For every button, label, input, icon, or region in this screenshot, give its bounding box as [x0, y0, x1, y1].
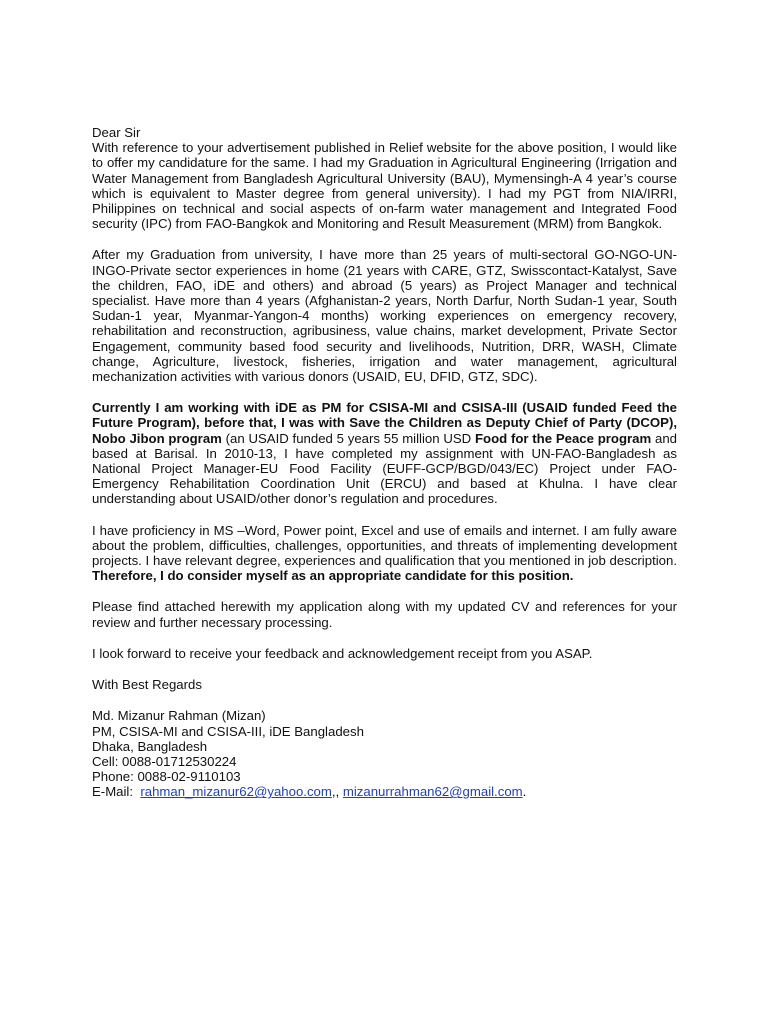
paragraph-attachments: Please find attached herewith my application along with my updated CV and references for your review and further necessary processing. [92, 599, 677, 630]
paragraph-experience: After my Graduation from university, I have more than 25 years of multi-sectoral GO-NGO-UN-INGO-Private sector experiences in home (21 years with CARE, GTZ, Swisscontact-Katalyst, Save the children, FAO, iDE and others) and abroad (5 years) as Project Manager and technical specialist. Have more than 4 years (Afghanistan-2 years, North Darfur, North Sudan-1 year, South Sudan-1 year, Myanmar-Yangon-4 months) working experiences on emergency recovery, rehabilitation and reconstruction, agribusiness, value chains, market development, Private Sector Engagement, community based food security and livelihoods, Nutrition, DRR, WASH, Climate change, Agriculture, livestock, fisheries, irrigation and water management, agricultural mechanization activities with various donors (USAID, EU, DFID, GTZ, SDC). [92, 247, 677, 385]
email-separator: ,, [331, 784, 343, 800]
salutation: Dear Sir [92, 125, 141, 140]
paragraph-current-role [92, 400, 677, 506]
email-end: . [522, 784, 527, 800]
paragraph-feedback: I look forward to receive your feedback and acknowledgement receipt from you ASAP. [92, 645, 593, 661]
signature-phone: Phone: 0088-02-9110103 [92, 769, 241, 785]
current-role-bold: Currently I am working with iDE as PM for CSISA-MI and CSISA-III (USAID funded Feed the Future Program), before that, I was with Save the Children as Deputy Chief of Party (DCOP), Nobo Jibon program [92, 400, 677, 446]
closing: With Best Regards [92, 677, 202, 693]
food-for-peace-bold: Food for the Peace program [474, 430, 652, 446]
current-role-text-2: and based at Barisal. In 2010-13, I have completed my assignment with UN-FAO-Bangladesh as National Project Manager-EU Food Facility (EUFF-GCP/BGD/043/EC) Project under FAO-Emergency Rehabilitation Coordination Unit (ERCU) and based at Khulna. I have clear understanding about USAID/other donor’s regulation and procedures. [92, 430, 678, 507]
signature-cell: Cell: 0088-01712530224 [92, 753, 237, 769]
signature-location: Dhaka, Bangladesh [92, 738, 208, 754]
email-link-gmail[interactable]: mizanurrahman62@gmail.com [342, 784, 523, 800]
signature-name: Md. Mizanur Rahman (Mizan) [92, 708, 266, 724]
signature-title: PM, CSISA-MI and CSISA-III, iDE Bangladesh [92, 723, 364, 739]
skills-text: I have proficiency in MS –Word, Power point, Excel and use of emails and internet. I am fully aware about the problem, difficulties, challenges, opportunities, and threats of implementing development projects. I have relevant degree, experiences and qualification that you mentioned in job description. [92, 522, 677, 569]
signature-block [92, 708, 677, 799]
email-link-yahoo[interactable]: rahman_mizanur62@yahoo.com [140, 784, 332, 800]
signature-email-line [92, 784, 677, 799]
paragraph-education: With reference to your advertisement published in Relief website for the above position, I would like to offer my candidature for the same. I had my Graduation in Agricultural Engineering (Irrigation and Water Management from Bangladesh Agricultural University (BAU), Mymensingh-A 4 year’s course which is equivalent to Master degree from general university). I had my PGT from NIA/IRRI, Philippines on technical and social aspects of on-farm water management and Integrated Food security (IPC) from FAO-Bangkok and Monitoring and Result Measurement (MRM) from Bangkok. [92, 140, 677, 232]
paragraph-skills [92, 523, 677, 584]
email-label: E-Mail: [92, 784, 141, 800]
cover-letter [92, 125, 677, 800]
skills-conclusion-bold: Therefore, I do consider myself as an appropriate candidate for this position. [92, 568, 574, 584]
current-role-text-1: (an USAID funded 5 years 55 million USD [221, 430, 475, 446]
